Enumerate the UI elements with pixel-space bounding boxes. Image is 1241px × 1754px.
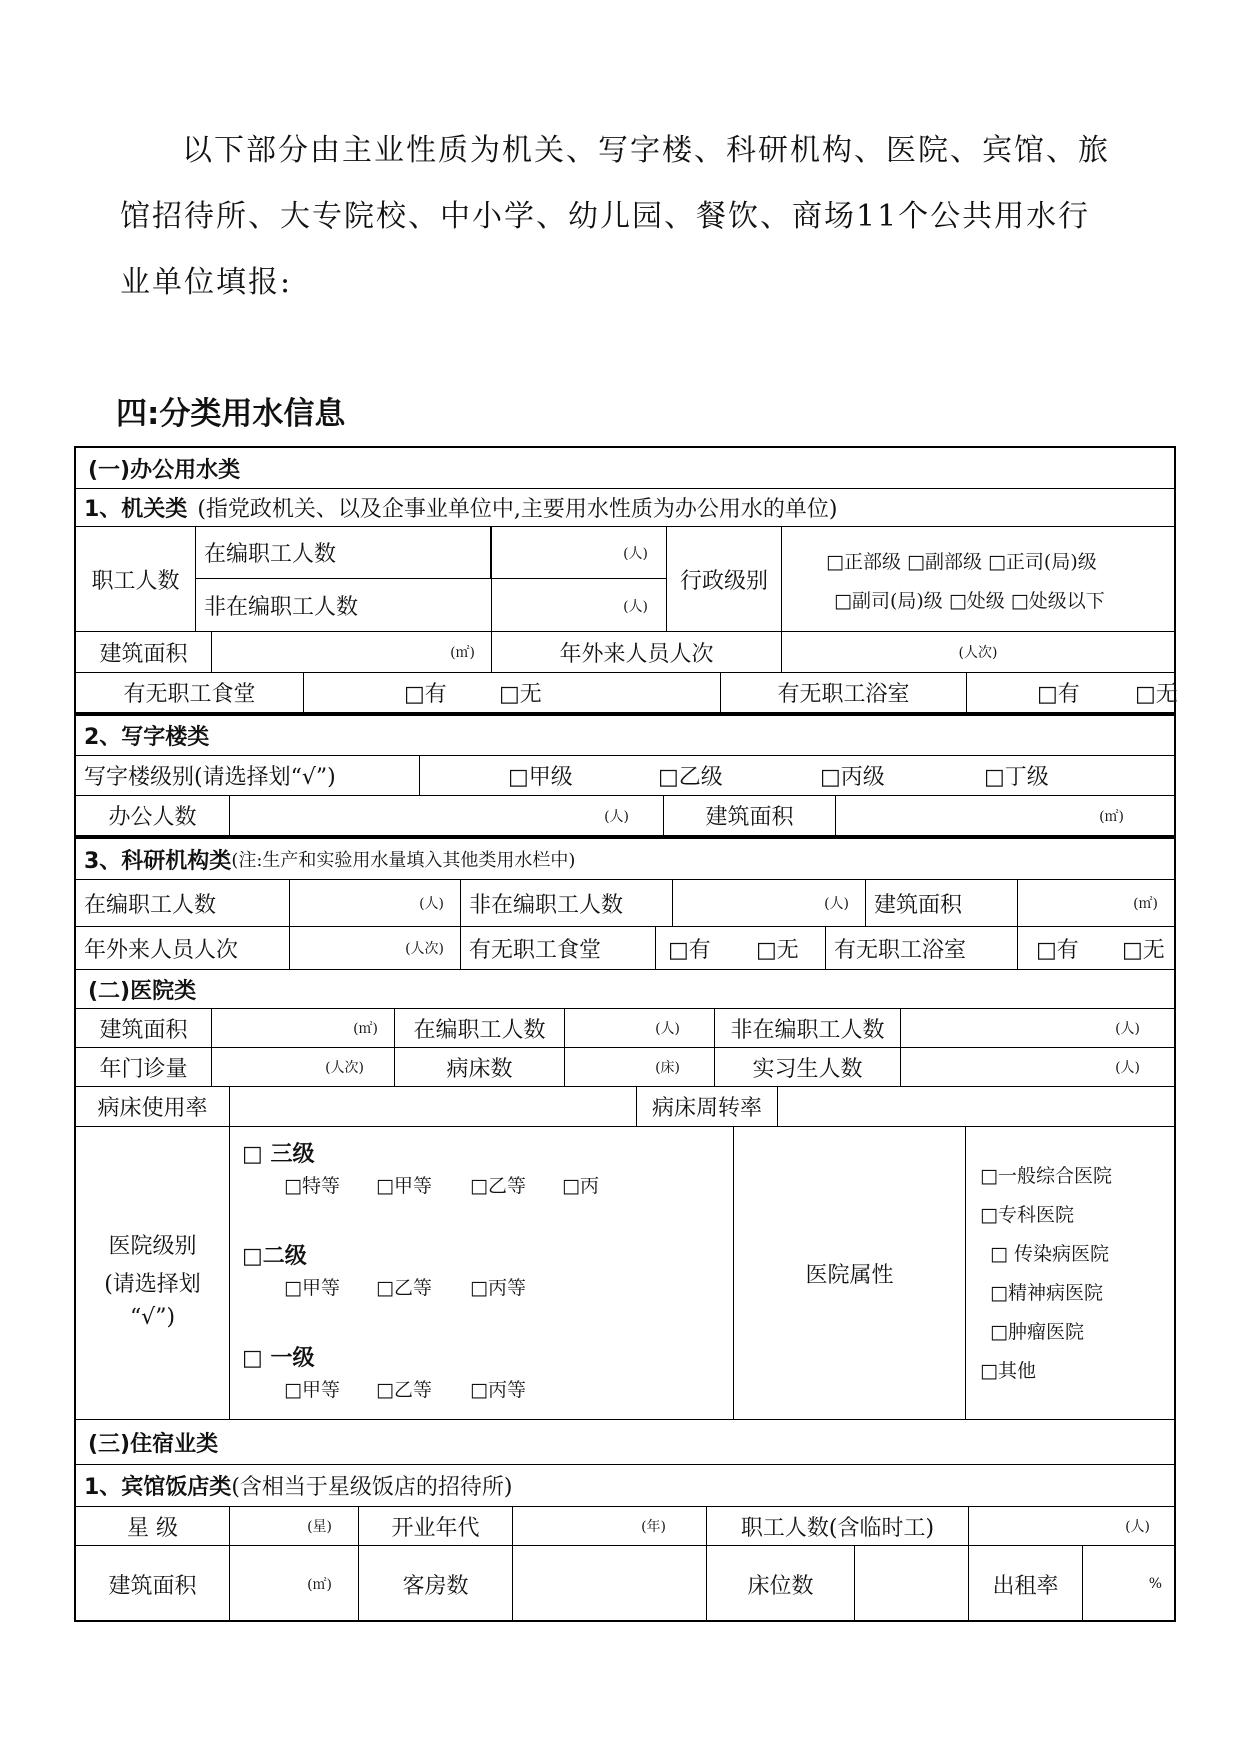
intro-line-2: 馆招待所、大专院校、中小学、幼儿园、餐饮、商场11个公共用水行 [120,199,1091,234]
research-bath-yes[interactable]: □有 [1036,937,1079,963]
hospital-level-row [76,1127,1174,1420]
research-area-input[interactable]: (㎡) [1133,896,1158,912]
water-use-form [74,446,1176,1622]
bed-usage-label: 病床使用率 [76,1087,230,1126]
hotel-row-1 [76,1507,1174,1546]
admin-level-label: 行政级别 [667,527,782,631]
attr-general[interactable]: □一般综合医院 [980,1165,1112,1187]
office-area-label: 建筑面积 [664,796,836,835]
hotel-area-input[interactable]: (㎡) [307,1577,332,1593]
level-label-2: (请选择划 [104,1272,201,1297]
rooms-input[interactable] [513,1546,707,1622]
office-people-input[interactable]: (人) [604,808,629,825]
staff-label: 职工人数 [76,527,196,631]
office-bldg-title-row [76,716,1174,756]
gov-note: (指党政机关、以及企事业单位中,主要用水性质为办公用水的单位) [197,497,838,522]
star-input[interactable]: (星) [307,1519,332,1535]
lvl3-c[interactable]: □丙 [562,1175,599,1197]
research-canteen-no[interactable]: □无 [756,937,799,963]
lvl3-a[interactable]: □甲等 [376,1175,432,1197]
gov-bath-no[interactable]: □无 [1135,682,1178,707]
gov-canteen-yes[interactable]: □有 [404,682,447,707]
hospital-row-1 [76,1009,1174,1048]
level-label-3: “√”) [129,1305,176,1330]
lvl1-c[interactable]: □丙等 [470,1379,526,1401]
research-on-staff-label: 在编职工人数 [76,880,290,926]
intro-line-3: 业单位填报: [120,265,293,300]
lvl3-b[interactable]: □乙等 [470,1175,526,1197]
admin-level-options-2[interactable]: □副司(局)级 □处级 □处级以下 [834,590,1105,612]
hosp-off-staff-label: 非在编职工人数 [715,1009,901,1047]
gov-title-row [76,489,1174,527]
hotel-staff-label: 职工人数(含临时工) [707,1507,969,1545]
intro-paragraph [120,118,1130,316]
lvl2-c[interactable]: □丙等 [470,1277,526,1299]
gov-visitors-input[interactable]: (人次) [958,645,998,661]
hotel-note: (含相当于星级饭店的招待所) [231,1475,513,1500]
research-bath-label: 有无职工浴室 [826,927,1018,969]
hospital-header-row [76,970,1174,1009]
office-grade-label: 写字楼级别(请选择划“√”) [76,756,420,795]
hotel-title: 1、宾馆饭店类 [84,1475,232,1500]
opened-label: 开业年代 [359,1507,513,1545]
bed-count-input[interactable] [855,1546,969,1622]
gov-canteen-label: 有无职工食堂 [76,673,304,712]
office-people-label: 办公人数 [76,796,230,835]
hosp-area-input[interactable]: (㎡) [353,1021,378,1037]
lvl2-a[interactable]: □甲等 [284,1277,340,1299]
research-on-staff-input[interactable]: (人) [419,896,444,912]
research-title-row [76,839,1174,880]
gov-area-input[interactable]: (㎡) [450,645,475,661]
outpatient-input[interactable]: (人次) [325,1060,364,1076]
outpatient-label: 年门诊量 [76,1048,212,1086]
hospital-attr-label: 医院属性 [734,1127,966,1419]
gov-facilities-row [76,673,1178,716]
occupancy-label: 出租率 [969,1546,1083,1622]
research-note: (注:生产和实验用水量填入其他类用水栏中) [231,850,576,871]
hospital-row-2 [76,1048,1174,1087]
level-1[interactable]: □ 一级 [242,1346,315,1371]
hotel-title-row [76,1465,1174,1507]
research-title: 3、科研机构类 [84,848,232,874]
gov-area-row [76,632,1174,673]
office-area-input[interactable]: (㎡) [1099,808,1124,825]
hotel-staff-input[interactable]: (人) [1125,1519,1150,1535]
grade-b[interactable]: □乙级 [658,765,723,790]
level-3[interactable]: □ 三级 [242,1142,315,1167]
gov-title: 1、机关类 [84,497,188,522]
bed-turnover-label: 病床周转率 [637,1087,778,1126]
lvl1-a[interactable]: □甲等 [284,1379,340,1401]
beds-label: 病床数 [395,1048,565,1086]
hotel-row-2 [76,1546,1174,1622]
research-bath-no[interactable]: □无 [1122,937,1165,963]
off-staff-label: 非在编职工人数 [204,595,359,620]
bed-usage-input[interactable] [230,1087,637,1126]
opened-input[interactable]: (年) [641,1519,666,1535]
attr-specialty[interactable]: □专科医院 [980,1204,1074,1226]
lodging-header-row [76,1420,1174,1465]
off-staff-input[interactable]: (人) [623,598,648,615]
gov-canteen-no[interactable]: □无 [499,682,542,707]
on-staff-input[interactable]: (人) [623,545,648,562]
research-off-staff-input[interactable]: (人) [824,896,849,912]
gov-bath-yes[interactable]: □有 [1037,682,1080,707]
intro-line-1: 以下部分由主业性质为机关、写字楼、科研机构、医院、宾馆、旅 [182,133,1110,168]
gov-visitors-label: 年外来人员人次 [492,632,782,672]
on-staff-label: 在编职工人数 [204,542,337,567]
level-2[interactable]: □二级 [242,1244,307,1269]
attr-tumor[interactable]: □肿瘤医院 [990,1321,1084,1343]
section-title: 四:分类用水信息 [116,396,346,432]
occupancy-input[interactable]: % [1148,1576,1162,1592]
interns-label: 实习生人数 [715,1048,901,1086]
research-canteen-yes[interactable]: □有 [668,937,711,963]
lodging-header: (三)住宿业类 [88,1431,219,1457]
research-facilities-row [76,927,1174,970]
office-people-row [76,796,1174,839]
hosp-on-staff-input[interactable]: (人) [655,1021,680,1037]
grade-c[interactable]: □丙级 [820,765,885,790]
research-visitors-input[interactable]: (人次) [405,941,444,957]
lvl1-b[interactable]: □乙等 [376,1379,432,1401]
attr-other[interactable]: □其他 [980,1360,1036,1382]
hotel-area-label: 建筑面积 [76,1546,230,1622]
research-off-staff-label: 非在编职工人数 [461,880,673,926]
office-grade-row [76,756,1174,796]
hospital-row-3 [76,1087,1174,1127]
rooms-label: 客房数 [359,1546,513,1622]
research-canteen-label: 有无职工食堂 [461,927,656,969]
office-header: (一)办公用水类 [88,457,241,483]
hosp-off-staff-input[interactable]: (人) [1115,1021,1140,1037]
grade-d[interactable]: □丁级 [984,765,1049,790]
grade-a[interactable]: □甲级 [508,765,573,790]
beds-input[interactable]: (床) [655,1060,680,1076]
gov-staff-row [76,527,1174,632]
level-label-1: 医院级别 [108,1234,197,1259]
admin-level-options-1[interactable]: □正部级 □副部级 □正司(局)级 [826,551,1097,573]
research-visitors-label: 年外来人员人次 [76,927,290,969]
star-label: 星 级 [76,1507,230,1545]
research-area-label: 建筑面积 [866,880,1018,926]
hosp-area-label: 建筑面积 [76,1009,212,1047]
attr-infectious[interactable]: □ 传染病医院 [990,1243,1109,1265]
gov-bath-label: 有无职工浴室 [721,673,967,712]
bed-count-label: 床位数 [707,1546,855,1622]
hosp-on-staff-label: 在编职工人数 [395,1009,565,1047]
gov-area-label: 建筑面积 [76,632,212,672]
bed-turnover-input[interactable] [778,1087,1174,1126]
office-bldg-title: 2、写字楼类 [84,725,210,750]
lvl2-b[interactable]: □乙等 [376,1277,432,1299]
attr-psychiatric[interactable]: □精神病医院 [990,1282,1103,1304]
office-header-row [76,448,1174,489]
research-staff-row [76,880,1174,927]
interns-input[interactable]: (人) [1115,1060,1140,1076]
hospital-header: (二)医院类 [88,978,197,1004]
lvl3-special[interactable]: □特等 [284,1175,340,1197]
